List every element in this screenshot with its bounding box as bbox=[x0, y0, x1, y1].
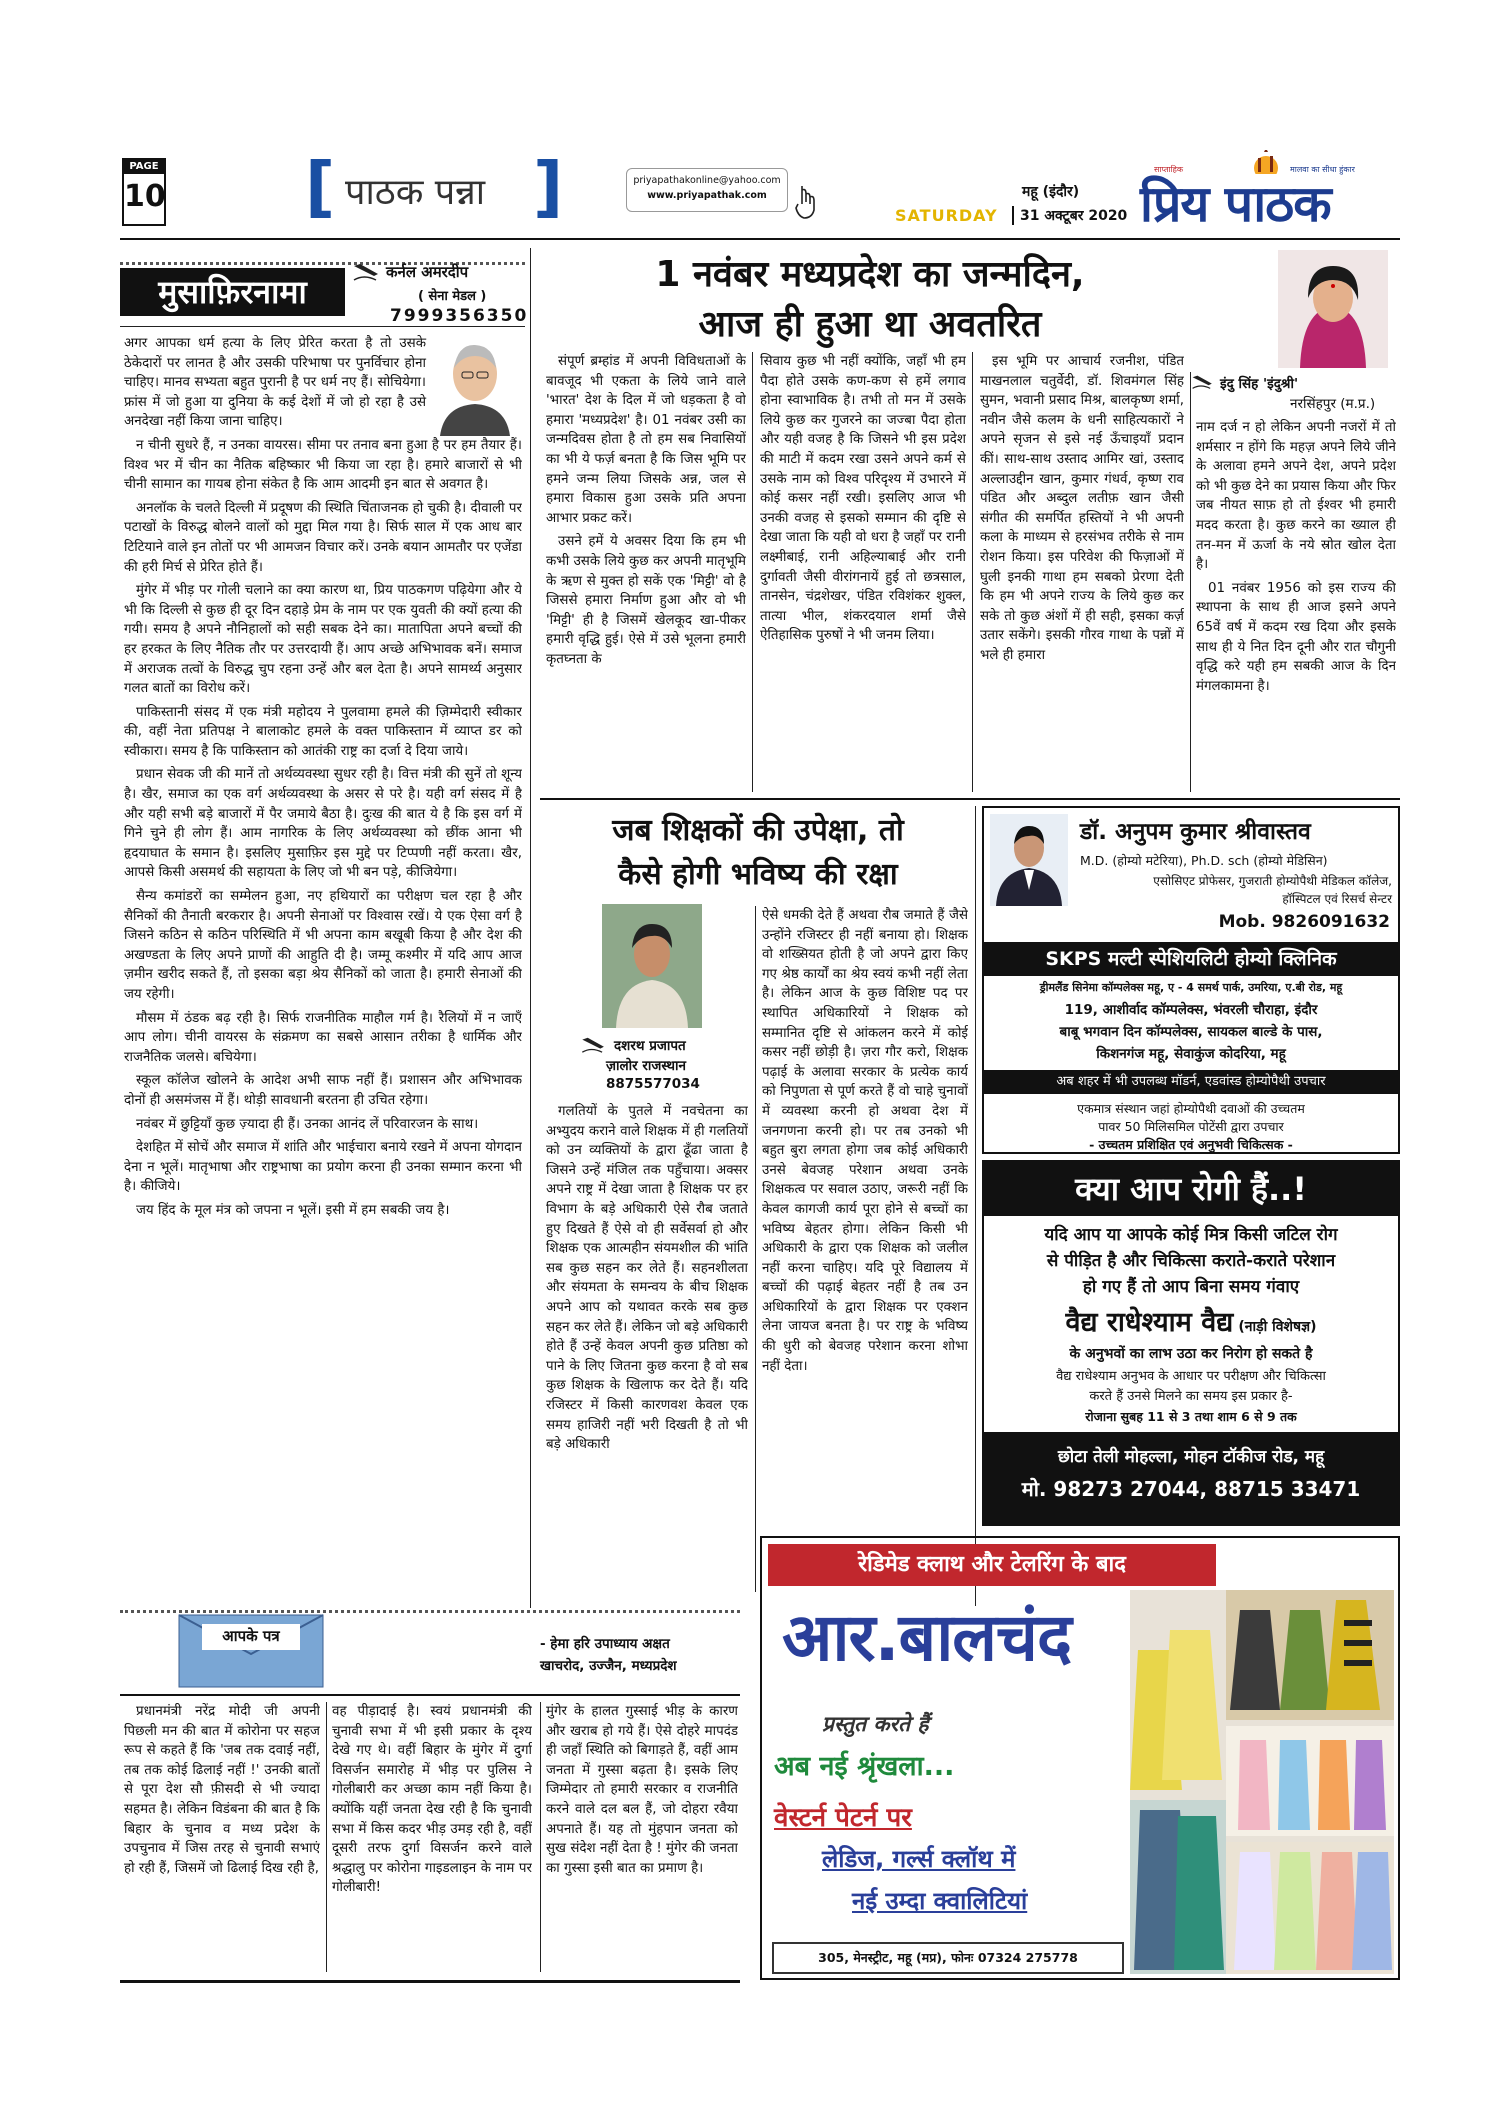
mp-col1-para-1: संपूर्ण ब्रम्हांड में अपनी विविधताओं के बावजूद भी एकता के लिये जाने वाले 'भारत' देश के दिल में जो धड़कता है वो हमारा 'मध्यप्रदेश' है। 01 नवंबर उसी का जन्मदिवस होता है तो हम सब निवासियों का भी ये फर्ज़ बनता है कि जिस भूमि पर हमने जन्म लिया जिसके अन्न, जल से हमारा विकास हुआ उसके प्रति अपना आभार प्रकट करें। bbox=[546, 354, 746, 526]
clothing-photo-gallery bbox=[1130, 1590, 1394, 1974]
vaidya-address: छोटा तेली मोहल्ला, मोहन टॉकीज रोड, महू bbox=[1057, 1447, 1325, 1467]
page-bottom-rule bbox=[120, 1980, 740, 1983]
mp-col-rule-3 bbox=[1190, 372, 1191, 792]
teacher-col-rule bbox=[755, 906, 756, 1592]
pen-icon bbox=[1190, 374, 1216, 390]
author-photo-indu bbox=[1278, 250, 1388, 368]
vaidya-line-3: हो गए हैं तो आप बिना समय गंवाए bbox=[1082, 1277, 1300, 1297]
letters-tag: आपके पत्र bbox=[222, 1627, 280, 1645]
clinic-address-4: किशनगंज महू, सेवाकुंज कोदरिया, महू bbox=[1096, 1046, 1286, 1062]
teacher-phone: 8875577034 bbox=[606, 1076, 700, 1092]
teacher-author: दशरथ प्रजापत bbox=[614, 1038, 686, 1054]
musafirnama-title-rule bbox=[120, 326, 525, 327]
doctor-position: एसोसिएट प्रोफेसर, गुजराती होम्योपैथी मेडिकल कॉलेज, हॉस्पिटल एवं रिसर्च सेन्टर bbox=[1153, 874, 1392, 906]
teacher-col-2 bbox=[762, 906, 968, 1592]
page-number: 10 bbox=[124, 179, 166, 214]
header-city: महू (इंदौर) bbox=[1022, 184, 1080, 200]
bracket-right: ] bbox=[533, 148, 564, 225]
mp-headline-line2: आज ही हुआ था अवतरित bbox=[698, 304, 1042, 345]
letters-author: - हेमा हरि उपाध्याय अक्षत bbox=[540, 1636, 670, 1652]
tailor-line-1: वेस्टर्न पेटर्न पर bbox=[774, 1803, 912, 1833]
vaidya-line-2: से पीड़ित है और चिकित्सा कराते-कराते परेशान bbox=[1046, 1251, 1336, 1271]
vaidya-name-text: वैद्य राधेश्याम वैद्य bbox=[1065, 1307, 1234, 1338]
doctor-degrees: M.D. (होम्यो मटेरिया), Ph.D. sch (होम्यो मेडिसिन) bbox=[1080, 853, 1328, 868]
letters-col3-text: मुंगेर के हालत गुस्साई भीड़ के कारण और खराब हो गये हैं। ऐसे दोहरे मापदंड ही जहाँ स्थिति को बिगाड़ते हैं, वहीं आम जनता में गुस्सा बढ़ता है। इसके लिए जिम्मेदार तो हमारी सरकार व राजनीति करने वाले दल बल हैं, जो दोहरा रवैया अपनाते हैं। यह तो मुंहपान जनता को सुख संदेश नहीं देता है ! मुंगेर की जनता का गुस्सा इसी बात का प्रमाण है। bbox=[546, 1704, 738, 1876]
vaidya-line-6: करते हैं उनसे मिलने का समय इस प्रकार है- bbox=[1089, 1389, 1293, 1404]
mp-col4-para-1: नाम दर्ज न हो लेकिन अपनी नजरों में तो शर्मसार न होंगे कि महज़ अपने लिये जीने के अलावा हमने अपने देश, अपने प्रदेश को भी कुछ देने का प्रयास किया और फिर जब नीयत साफ़ हो तो ईश्वर भी हमारी मदद करता है। कुछ करने का ख्याल ही तन-मन में ऊर्जा के नये स्रोत खोल देता है। bbox=[1196, 420, 1396, 573]
mp-author-place: नरसिंहपुर (म.प्र.) bbox=[1290, 396, 1376, 412]
tailor-line-2: लेडिज, गर्ल्स क्लॉथ में bbox=[822, 1845, 1016, 1873]
tailor-brand: आर.बालचंद bbox=[782, 1599, 1072, 1676]
mp-col2-para-1: सिवाय कुछ भी नहीं क्योंकि, जहाँ भी हम पैदा होते उसके कण-कण से हमें लगाव होना स्वाभाविक है। तभी तो मन में उसके लिये कुछ कर गुजरने का जज्बा पैदा होता और यही वजह है कि जिसने भी इस प्रदेश की माटी में कदम रखा उसने अपने कर्म से उसके नाम को विश्व परिदृश्य में उभारने में कोई कसर नहीं रखी। इसलिए आज भी उनकी वजह से इसको सम्मान की दृष्टि से देखा जाता कि यही वो धरा है जहाँ पर रानी लक्ष्मीबाई, रानी अहिल्याबाई और रानी दुर्गावती जैसी वीरांगनायें हुई तो छत्रसाल, तानसेन, चंद्रशेखर, पंडित रविशंकर शुक्ल, तात्या भील, शंकरदयाल शर्मा जैसे ऐतिहासिक पुरुषों ने भी जनम लिया। bbox=[760, 354, 966, 644]
clinic-address-1: ड्रीमलैंड सिनेमा कॉम्पलेक्स महू, ए - 4 समर्थ पार्क, उमरिया, ए.बी रोड, महू bbox=[1039, 981, 1343, 994]
section-title-box bbox=[305, 148, 564, 225]
clinic-name: SKPS मल्टी स्पेशियलिटी होम्यो क्लिनिक bbox=[984, 942, 1398, 976]
mp-article-bottom-rule bbox=[540, 798, 1400, 800]
mp-col-rule-2 bbox=[972, 352, 973, 792]
musafirnama-para-3: अनलॉक के चलते दिल्ली में प्रदूषण की स्थिति चिंताजनक हो चुकी है। दीवाली पर पटाखों के विरुद्ध बोलने वालों को मुद्दा मिल गया है। सिर्फ साल में एक आध बार टिटियाने वाले इन तोतों पर भी आमजन विचार करें। उनके बयान आमतौर पर एजेंडा की हरी मिर्च से प्रेरित होते हैं। bbox=[124, 500, 522, 575]
teacher-col-1 bbox=[546, 1102, 748, 1592]
mp-col4-para-2: 01 नवंबर 1956 को इस राज्य की स्थापना के साथ ही आज इसने अपने 65वें वर्ष में कदम रख दिया और इसके साथ ही ये नित दिन दूनी और रात चौगुनी वृद्धि करे यही हम सबकी आज के दिन मंगलकामना है। bbox=[1196, 580, 1396, 694]
bracket-left: [ bbox=[305, 148, 336, 225]
mp-col-rule-1 bbox=[752, 352, 753, 792]
vaidya-name-note: (नाड़ी विशेषज्ञ) bbox=[1238, 1319, 1317, 1335]
doctor-name: डॉ. अनुपम कुमार श्रीवास्तव bbox=[1080, 819, 1311, 845]
musafirnama-author-note: ( सेना मेडल ) bbox=[418, 289, 487, 304]
musafirnama-para-2: न चीनी सुधरे हैं, न उनका वायरस। सीमा पर तनाव बना हुआ है पर हम तैयार हैं। विश्व भर में चीन का नैतिक बहिष्कार भी किया जा रहा है। हमारे बाजारों से भी चीनी सामान का गायब होना संकेत है कि आम आदमी इन बात से अवगत है। bbox=[124, 437, 522, 493]
teacher-headline-line2: कैसे होगी भविष्य की रक्षा bbox=[618, 857, 898, 892]
musafirnama-para-4: मुंगेर में भीड़ पर गोली चलाने का क्या कारण था, प्रिय पाठकगण पढ़ियेगा और ये भी कि दिल्ली से कुछ ही दूर दिन दहाड़े प्रेम के नाम पर एक युवती की क्यों हत्या की गयी। समय है अपने नौनिहालों को सही सबक देने का। मातापिता अपने बच्चों की हर हरकत के लिए नैतिक तौर पर उत्तरदायी हैं। आप अच्छे अभिभावक बनें। समाज में अराजक तत्वों के विरुद्ध चुप रहना उन्हें और बल देता है। अपने सामर्थ्य अनुसार गलत बातों का विरोध करें। bbox=[124, 583, 522, 697]
vaidya-title: क्या आप रोगी हैं..! bbox=[984, 1162, 1398, 1216]
teacher-col2-para-1: ऐसे धमकी देते हैं अथवा रौब जमाते हैं जैसे उन्होंने रजिस्टर ही नहीं बनाया हो। शिक्षक वो शख्सियत होती है जो अपने द्वारा किए गए श्रेष्ठ कार्यों का श्रेय स्वयं कभी नहीं लेता है। लेकिन आज के कुछ विशिष्ट पद पर स्थापित अधिकारियों ने शिक्षक को सम्मानित दृष्टि से आंकलन करने में कोई कसर नहीं छोड़ी है। ज़रा गौर करो, शिक्षक पढ़ाई के अलावा सरकार के प्रत्येक कार्य को निपुणता से पूर्ण करते हैं वो चाहे चुनावों में व्यवस्था करनी हो अथवा देश में जनगणना करनी हो। पर तब उनको भी बहुत बुरा लगता होगा जब कोई अधिकारी उनसे बेवजह परेशान अथवा उनके शिक्षकत्व पर सवाल उठाए, जरूरी नहीं कि केवल कागजी कार्य पूरा होने से बच्चों का भविष्य बेहतर होगा। लेकिन किसी भी अधिकारी के द्वारा एक शिक्षक को जलील नहीं करना चाहिए। यदि पूरे विद्यालय में बच्चों की पढ़ाई बेहतर नहीं है तब उन अधिकारियों के द्वारा शिक्षक पर एक्शन लेना जायज बनता है। पर राष्ट्र के भविष्य की धुरी को बेवजह परेशान करना शोभा नहीं देता। bbox=[762, 908, 968, 1374]
letters-header-rule bbox=[120, 1694, 740, 1696]
left-column-rule bbox=[530, 248, 531, 1608]
musafirnama-title: मुसाफ़िरनामा bbox=[120, 268, 345, 316]
doctor-photo bbox=[990, 814, 1068, 906]
mp-col-4 bbox=[1196, 418, 1396, 792]
musafirnama-para-5: पाकिस्तानी संसद में एक मंत्री महोदय ने पुलवामा हमले की ज़िम्मेदारी स्वीकार की, वहीं नेता प्रतिपक्ष ने बालाकोट हमले के वक्त पाकिस्तान में व्याप्त डर को स्वीकारा। समय है कि पाकिस्तान को आतंकी राष्ट्र का दर्जा दे दिया जाये। bbox=[124, 704, 522, 759]
pen-icon bbox=[580, 1036, 608, 1054]
masthead-title: प्रिय पाठक bbox=[1140, 175, 1331, 233]
letters-col-1 bbox=[124, 1702, 320, 1972]
letters-col-2 bbox=[332, 1702, 532, 1972]
musafirnama-para-10: नवंबर में छुट्टियाँ कुछ ज़्यादा ही हैं। उनका आनंद लें परिवारजन के साथ। bbox=[136, 1116, 479, 1132]
teacher-author-place: ज़ालोर राजस्थान bbox=[606, 1058, 687, 1074]
musafirnama-para-12: जय हिंद के मूल मंत्र को जपना न भूलें। इसी में हम सबकी जय है। bbox=[136, 1202, 450, 1218]
doctor-ad bbox=[982, 806, 1400, 1154]
musafirnama-para-9: स्कूल कॉलेज खोलने के आदेश अभी साफ नहीं हैं। प्रशासन और अभिभावक दोनों ही असमंजस में हैं। थोड़ी सावधानी बरतना ही उचित रहेगा। bbox=[124, 1073, 522, 1108]
clinic-address-2: 119, आशीर्वाद कॉम्पलेक्स, भंवरली चौराहा, इंदौर bbox=[1064, 1002, 1318, 1018]
masthead-small-left: साप्ताहिक bbox=[1154, 165, 1184, 174]
header-date: 31 अक्टूबर 2020 bbox=[1012, 206, 1127, 225]
page-label: PAGE bbox=[124, 160, 164, 174]
tailor-line-3: नई उम्दा क्वालिटियां bbox=[852, 1887, 1028, 1915]
clinic-address-3: बाबू भगवान दिन कॉम्पलेक्स, सायकल बाल्डे के पास, bbox=[1059, 1024, 1323, 1040]
mp-col-3 bbox=[980, 352, 1184, 792]
letters-author-place: खाचरोद, उज्जैन, मध्यप्रदेश bbox=[540, 1658, 677, 1674]
clinic-line-2: पावर 50 मिलिसमिल पोटेंसी द्वारा उपचार bbox=[1098, 1119, 1284, 1134]
vaidya-contact-block bbox=[984, 1432, 1398, 1524]
header-rule bbox=[120, 238, 1400, 240]
vaidya-name bbox=[988, 1302, 1394, 1339]
author-photo-dashrath bbox=[602, 904, 702, 1028]
vaidya-line-4: के अनुभवों का लाभ उठा कर निरोग हो सकते है bbox=[1069, 1346, 1313, 1362]
letters-col-rule-1 bbox=[326, 1702, 327, 1972]
letters-col1-text: प्रधानमंत्री नरेंद्र मोदी जी अपनी पिछली मन की बात में कोरोना पर सहज रूप से कहते हैं कि 'जब तक दवाई नहीं, तब तक कोई ढिलाई नहीं !' उनकी बातों से पूरा देश सौ फ़ीसदी से भी ज्यादा सहमत है। लेकिन विडंबना की बात है कि बिहार के चुनाव व मध्य प्रदेश के उपचुनाव में जिस तरह से चुनावी सभाएं हो रही हैं, जिसमें जो ढिलाई दिख रही है, bbox=[124, 1704, 320, 1876]
musafirnama-phone: 7999356350 bbox=[390, 306, 529, 326]
pointer-hand-icon bbox=[792, 182, 822, 222]
contact-website[interactable]: www.priyapathak.com bbox=[647, 190, 767, 201]
mp-headline-line1: 1 नवंबर मध्यप्रदेश का जन्मदिन, bbox=[655, 254, 1085, 295]
mp-col3-para-1: इस भूमि पर आचार्य रजनीश, पंडित माखनलाल चतुर्वेदी, डॉ. शिवमंगल सिंह सुमन, भवानी प्रसाद मिश्र, बालकृष्ण शर्मा, नवीन जैसे कलम के धनी साहित्यकारों ने अपने सृजन से इसे नई ऊँचाइयाँ प्रदान कीं। साथ-साथ उस्ताद आमिर खां, उस्ताद अल्लाउद्दीन खान, कुमार गंधर्व, कृष्ण राव पंडित और अब्दुल लतीफ़ खान जैसी संगीत की समर्पित हस्तियों ने भी अपनी कला के माध्यम से हरसंभव तरीके से नाम रोशन किया। इस परिवेश की फिज़ाओं में घुली इनकी गाथा हम सबको प्रेरणा देती कि हम भी अपने राज्य के लिये कुछ कर सके तो कुछ अंशों में ही सही, इसका कर्ज़ उतार सकेंगे। इसकी गौरव गाथा के पन्नों में भले ही हमारा bbox=[980, 354, 1184, 663]
doctor-mobile: Mob. 9826091632 bbox=[1218, 912, 1390, 932]
letters-top-dots bbox=[120, 1610, 740, 1613]
vaidya-ad bbox=[982, 1160, 1400, 1526]
vaidya-line-1: यदि आप या आपके कोई मित्र किसी जटिल रोग bbox=[1044, 1225, 1338, 1245]
clinic-line-1: एकमात्र संस्थान जहां होम्योपैथी दवाओं की उच्चतम bbox=[1077, 1101, 1305, 1116]
vaidya-mobile: मो. 98273 27044, 88715 33471 bbox=[1021, 1477, 1361, 1501]
musafirnama-para-11: देशहित में सोचें और समाज में शांति और भाईचारा बनाये रखने में अपना योगदान देना न भूलें। मातृभाषा और राष्ट्रभाषा का प्रयोग करना ही उनका सम्मान करना भी है। कीजिये। bbox=[124, 1140, 522, 1195]
section-title: पाठक पन्ना bbox=[345, 172, 486, 213]
tailor-series: अब नई श्रृंखला... bbox=[774, 1751, 955, 1782]
musafirnama-body bbox=[124, 334, 522, 1594]
contact-box bbox=[626, 168, 788, 212]
musafirnama-para-7: सैन्य कमांडरों का सम्मेलन हुआ, नए हथियारों का परीक्षण चल रहा है और सैनिकों की तैनाती बरकरार है। अपनी सेनाओं पर विश्वास रखें। ये एक ऐसा वर्ग है जिसने कठिन से कठिन परिस्थिति में भी अपना काम बखूबी किया है और देश की अखण्डता के लिए अपने प्राणों की आहुति दी है। जम्मू कश्मीर में यदि आप आज ज़मीन खरीद सकते हैं, तो इसका बड़ा श्रेय सैनिकों को जाता है। हमारी सेनाओं की जय रहेगी। bbox=[124, 889, 522, 1002]
masthead-small-right: मालवा का सीधा हुंकार bbox=[1290, 165, 1355, 174]
teacher-col1-para-1: गलतियों के पुतले में नवचेतना का अभ्युदय कराने वाले शिक्षक में ही गलतियों को उन व्यक्तियों के द्वारा ढूँढा जाता है जिसने उन्हें मंजिल तक पहुँचाया। अक्सर अपने राष्ट्र में देखा जाता है शिक्षक पर हर विभाग के बड़े अधिकारी ऐसे रौब जताते हुए दिखते हैं ऐसे वो ही सर्वेसर्वा हो और शिक्षक एक आत्महीन संयमशील की भांति सब कुछ सहन कर लेते हैं। सहनशीलता और संयमता के समन्वय के बीच शिक्षक अपने आप को यथावत करके सब कुछ सहन कर लेते हैं। लेकिन जो बड़े अधिकारी होते हैं उन्हें केवल अपनी कुछ प्रतिष्ठा को पाने के लिए जितना कुछ करना है वो सब कुछ शिक्षक के खिलाफ कर देते हैं। यदि रजिस्टर में किसी कारणवश केवल एक समय हाजिरी नहीं भरी दिखती है तो भी बड़े अधिकारी bbox=[546, 1104, 748, 1453]
contact-email[interactable]: priyapathakonline@yahoo.com bbox=[633, 175, 781, 186]
tailor-presents: प्रस्तुत करते हैं bbox=[822, 1712, 929, 1736]
mp-col1-para-2: उसने हमें ये अवसर दिया कि हम भी कभी उसके लिये कुछ कर अपनी मातृभूमि के ऋण से मुक्त हो सकें एक 'मिट्टी' वो है जिससे हमारा निर्माण हुआ और वो भी 'मिट्टी' ही है जिसमें खेलकूद खा-पीकर हमारी वृद्धि हुई। ऐसे में उसे भूलना हमारी कृतघ्नता के bbox=[546, 534, 746, 667]
teacher-headline-line1: जब शिक्षकों की उपेक्षा, तो bbox=[612, 813, 904, 848]
page-label-box bbox=[122, 158, 166, 226]
masthead bbox=[1140, 150, 1400, 240]
letters-col-rule-2 bbox=[540, 1702, 541, 1972]
musafirnama-para-1: अगर आपका धर्म हत्या के लिए प्रेरित करता है तो उसके ठेकेदारों पर लानत है और उसकी परिभाषा पर पुनर्विचार होना चाहिए। मानव सभ्यता बहुत पुरानी है पर धर्म नए हैं। सोचियेगा। फ्रांस में जो हुआ या दुनिया के कई देशों में जो हो रहा है उसे अनदेखा नहीं किया जाना चाहिए। bbox=[124, 336, 426, 430]
musafirnama-para-6: प्रधान सेवक जी की मानें तो अर्थव्यवस्था सुधर रही है। वित्त मंत्री की सुनें तो शून्य है। खैर, समाज का एक वर्ग अर्थव्यवस्था के असर से परे है। यही वर्ग संसद में है और यही सभी बड़े बाजारों में पैर जमाये बैठा है। दुःख की बात ये है कि इस वर्ग में गिने चुने ही लोग हैं। आम नागरिक के लिए अर्थव्यवस्था को छींक आना भी हृदयाघात के समान है। इसलिए मुसाफ़िर इस मुद्दे पर टिप्पणी नहीं करता। खैर, आपसे किसी असमर्थ की सहायता के लिए जो भी बन पड़े, कीजियेगा। bbox=[124, 767, 522, 881]
musafirnama-para-8: मौसम में ठंडक बढ़ रही है। सिर्फ राजनीतिक माहौल गर्म है। रैलियों में न जाएँ आप लोग। चीनी वायरस के संक्रमण का सबसे आसान तरीका है धार्मिक और राजनैतिक जलसे। बचियेगा। bbox=[124, 1010, 522, 1065]
letters-col2-text: वह पीड़ादाई है। स्वयं प्रधानमंत्री की चुनावी सभा में भी इसी प्रकार के दृश्य देखे गए थे। वहीं बिहार के मुंगेर में दुर्गा विसर्जन समारोह में भीड़ पर पुलिस ने गोलीबारी कर अच्छा काम नहीं किया है। क्योंकि यहीं जनता देख रही है कि चुनावी सभा में किस कदर भीड़ उमड़ रही है, वहीं दूसरी तरफ दुर्गा विसर्जन करने वाले श्रद्धालु पर कोरोना गाइडलाइन के नाम पर गोलीबारी! bbox=[332, 1704, 532, 1896]
clinic-line-3: - उच्चतम प्रशिक्षित एवं अनुभवी चिकित्सक - bbox=[1089, 1137, 1293, 1152]
musafirnama-author: कर्नल अमरदीप bbox=[386, 263, 469, 281]
tailor-banner: रेडिमेड क्लाथ और टेलरिंग के बाद bbox=[768, 1544, 1216, 1586]
saturday-label: SATURDAY bbox=[895, 206, 998, 225]
tailor-ad bbox=[760, 1536, 1400, 1980]
mp-col-2 bbox=[760, 352, 966, 792]
letters-col-3 bbox=[546, 1702, 738, 1972]
mp-col-1 bbox=[546, 352, 746, 792]
vaidya-timing: रोजाना सुबह 11 से 3 तथा शाम 6 से 9 तक bbox=[1085, 1409, 1297, 1424]
mp-author: इंदु सिंह 'इंदुश्री' bbox=[1220, 376, 1299, 392]
tailor-address: 305, मेनस्ट्रीट, महू (मप्र), फोनः 07324 275778 bbox=[772, 1942, 1124, 1974]
clinic-banner: अब शहर में भी उपलब्ध मॉडर्न, एडवांस्ड होम्योपैथी उपचार bbox=[984, 1070, 1398, 1094]
vaidya-line-5: वैद्य राधेश्याम अनुभव के आधार पर परीक्षण और चिकित्सा bbox=[1056, 1369, 1326, 1384]
teacher-right-rule bbox=[975, 806, 976, 1606]
pen-icon bbox=[352, 262, 382, 282]
